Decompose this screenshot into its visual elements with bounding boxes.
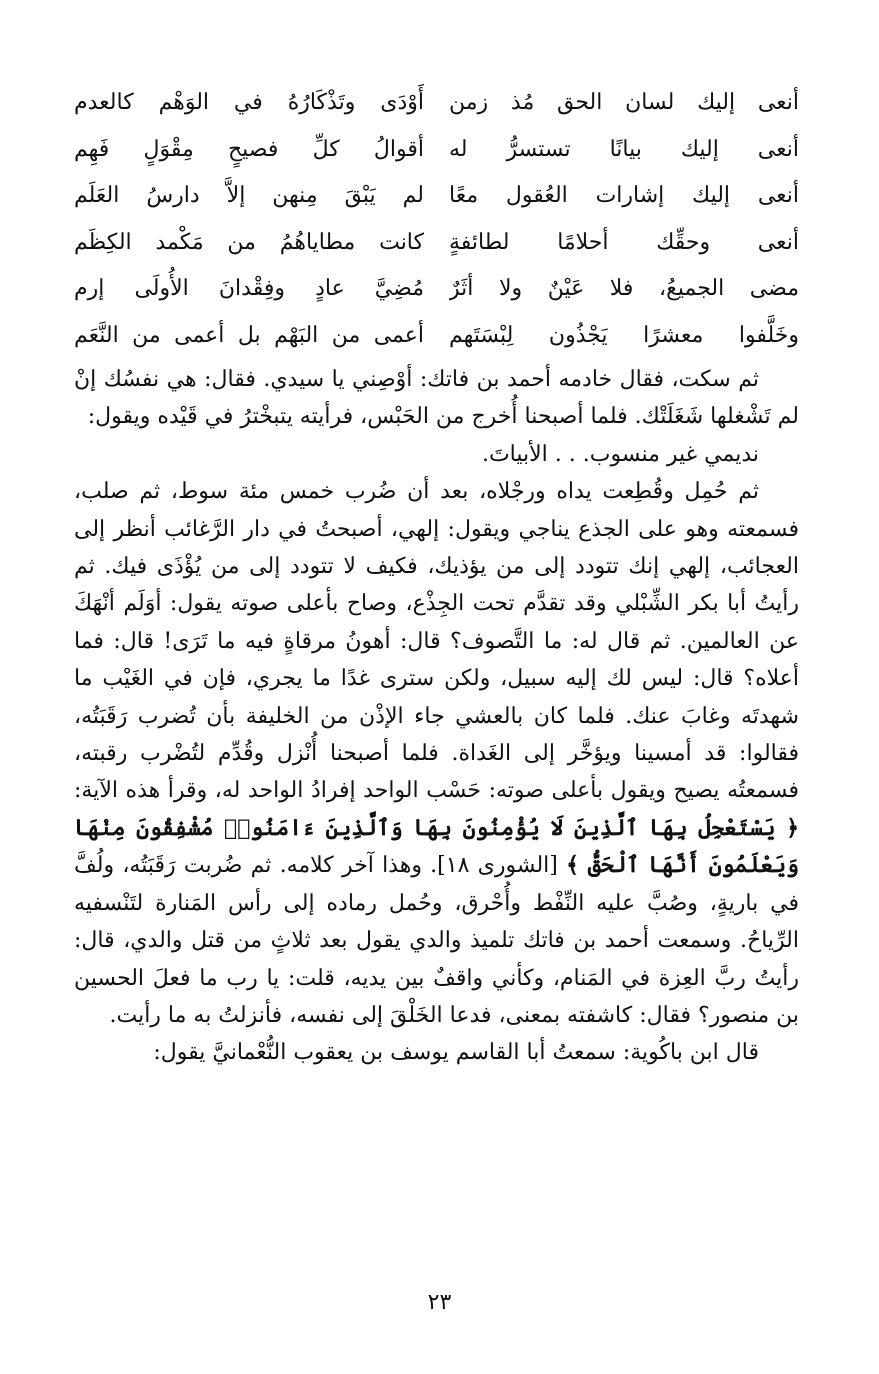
verse-line: [74, 127, 799, 174]
verse-line: [74, 80, 799, 127]
verse-line: [74, 173, 799, 220]
page-number: ٢٣: [427, 1290, 452, 1315]
page-body: [74, 80, 799, 1072]
verse-second-half: مُضِيَّ عادٍ وفِقْدانَ الأُولَى إرم: [74, 276, 424, 302]
paragraph: قال ابن باكُوية: سمعتُ أبا القاسم يوسف بن يعقوب النُّعْمانيَّ يقول:: [153, 1040, 759, 1066]
verse-line: [74, 220, 799, 267]
paragraph-text: ثم حُمِل وقُطِعت يداه ورجْلاه، بعد أن ضُرب خمس مئة سوط، ثم صلب، فسمعته وهو على الجذع يناجي ويقول: إلهي، أصبحتُ في دار الرَّغائب أنظر إلى العجائب، إلهي إنك تتودد إلى من يؤذيك، فكيف لا تتودد إلى من يُؤْذَى فيك. ثم رأيتُ أبا بكر الشِّبْلي وقد تقدَّم تحت الجِذْع، وصاح بأعلى صوته يقول: أوَلَم أنْهَكَ عن العالمين. ثم قال له: ما التَّصوف؟ قال: أهونُ مرقاةٍ فيه ما تَرَى! قال: فما أعلاه؟ قال: ليس لك إليه سبيل، ولكن سترى غدًا ما يجري، فإن في الغَيْب ما شهدتَه وغابَ عنك. فلما كان بالعشي جاء الإذْن من الخليفة بأن تُضرب رَقَبَتُه، فقالوا: قد أمسينا ويؤخَّر إلى الغَداة. فلما أصبحنا أُنْزل وقُدِّم لتُضْرب رقبته، فسمعتُه يصيح ويقول بأعلى صوته: حَسْب الواحد إفرادُ الواحد له، وقرأ هذه الآية:: [74, 479, 800, 804]
verse-first-half: مضى الجميعُ، فلا عَيْنٌ ولا أثَرٌ: [449, 276, 799, 302]
verse-second-half: أقوالُ كلِّ فصيحٍ مِقْوَلٍ فَهِم: [74, 136, 424, 162]
verse-line: [74, 313, 799, 360]
verse-second-half: كانت مطاياهُمُ من مَكْمد الكِظَم: [74, 229, 424, 255]
verse-second-half: أعمى من البَهْم بل أعمى من النَّعَم: [74, 322, 424, 348]
paragraph-text: [الشورى ١٨]. وهذا آخر كلامه. ثم ضُربت رَقَبَتُه، ولُفَّ في باريةٍ، وصُبَّ عليه النِّفْط وأُحْرق، وحُمل رماده إلى رأس المَنارة لتَنْسفيه الرِّياحُ. وسمعت أحمد بن فاتك تلميذ والدي يقول بعد ثلاثٍ من قتل والدي، قال: رأيتُ ربَّ العِزة في المَنام، وكأني واقفٌ بين يديه، قلت: يا رب ما فعلَ الحسين بن منصور؟ فقال: كاشفته بمعنى، فدعا الخَلْقَ إلى نفسه، فأنزلتُ به ما رأيت.: [74, 853, 799, 1028]
verse-first-half: أنعى وحقِّك أحلامًا لطائفةٍ: [449, 229, 799, 255]
quran-verse: ﴿ يَسْتَعْجِلُ بِهَا ٱلَّذِينَ لَا يُؤْمِنُونَ بِهَا وَٱلَّذِينَ ءَامَنُوا۟ مُشْفِقُونَ مِنْهَا وَيَعْلَمُونَ أَنَّهَا ٱلْحَقُّ ﴾: [74, 814, 799, 879]
paragraph: ثم سكت، فقال خادمه أحمد بن فاتك: أوْصِني يا سيدي. فقال: هي نفسُك إنْ لم تَشْغلها شَغَلَتْك. فلما أصبحنا أُخرج من الحَبْس، فرأيته يتبخْترُ في قَيْده ويقول:: [74, 367, 799, 430]
poem: [74, 80, 799, 359]
verse-second-half: لم يَبْقَ مِنهن إلاَّ دارسُ العَلَم: [74, 183, 424, 209]
verse-first-half: أنعى إليك بيانًا تستسرُّ له: [449, 136, 799, 162]
verse-first-half: أنعى إليك إشارات العُقول معًا: [449, 183, 799, 209]
verse-second-half: أَوْدَى وتَذْكَارُهُ في الوَهْم كالعدم: [74, 90, 424, 116]
verse-first-half: أنعى إليك لسان الحق مُذ زمن: [449, 90, 799, 116]
paragraph: [74, 473, 799, 1034]
verse-first-half: وخَلَّفوا معشرًا يَجْذُون لِبْسَتَهم: [449, 322, 799, 348]
verse-line: [74, 266, 799, 313]
paragraph-quoted-verse: نديمي غير منسوب. . . الأبياتَ.: [481, 441, 759, 467]
